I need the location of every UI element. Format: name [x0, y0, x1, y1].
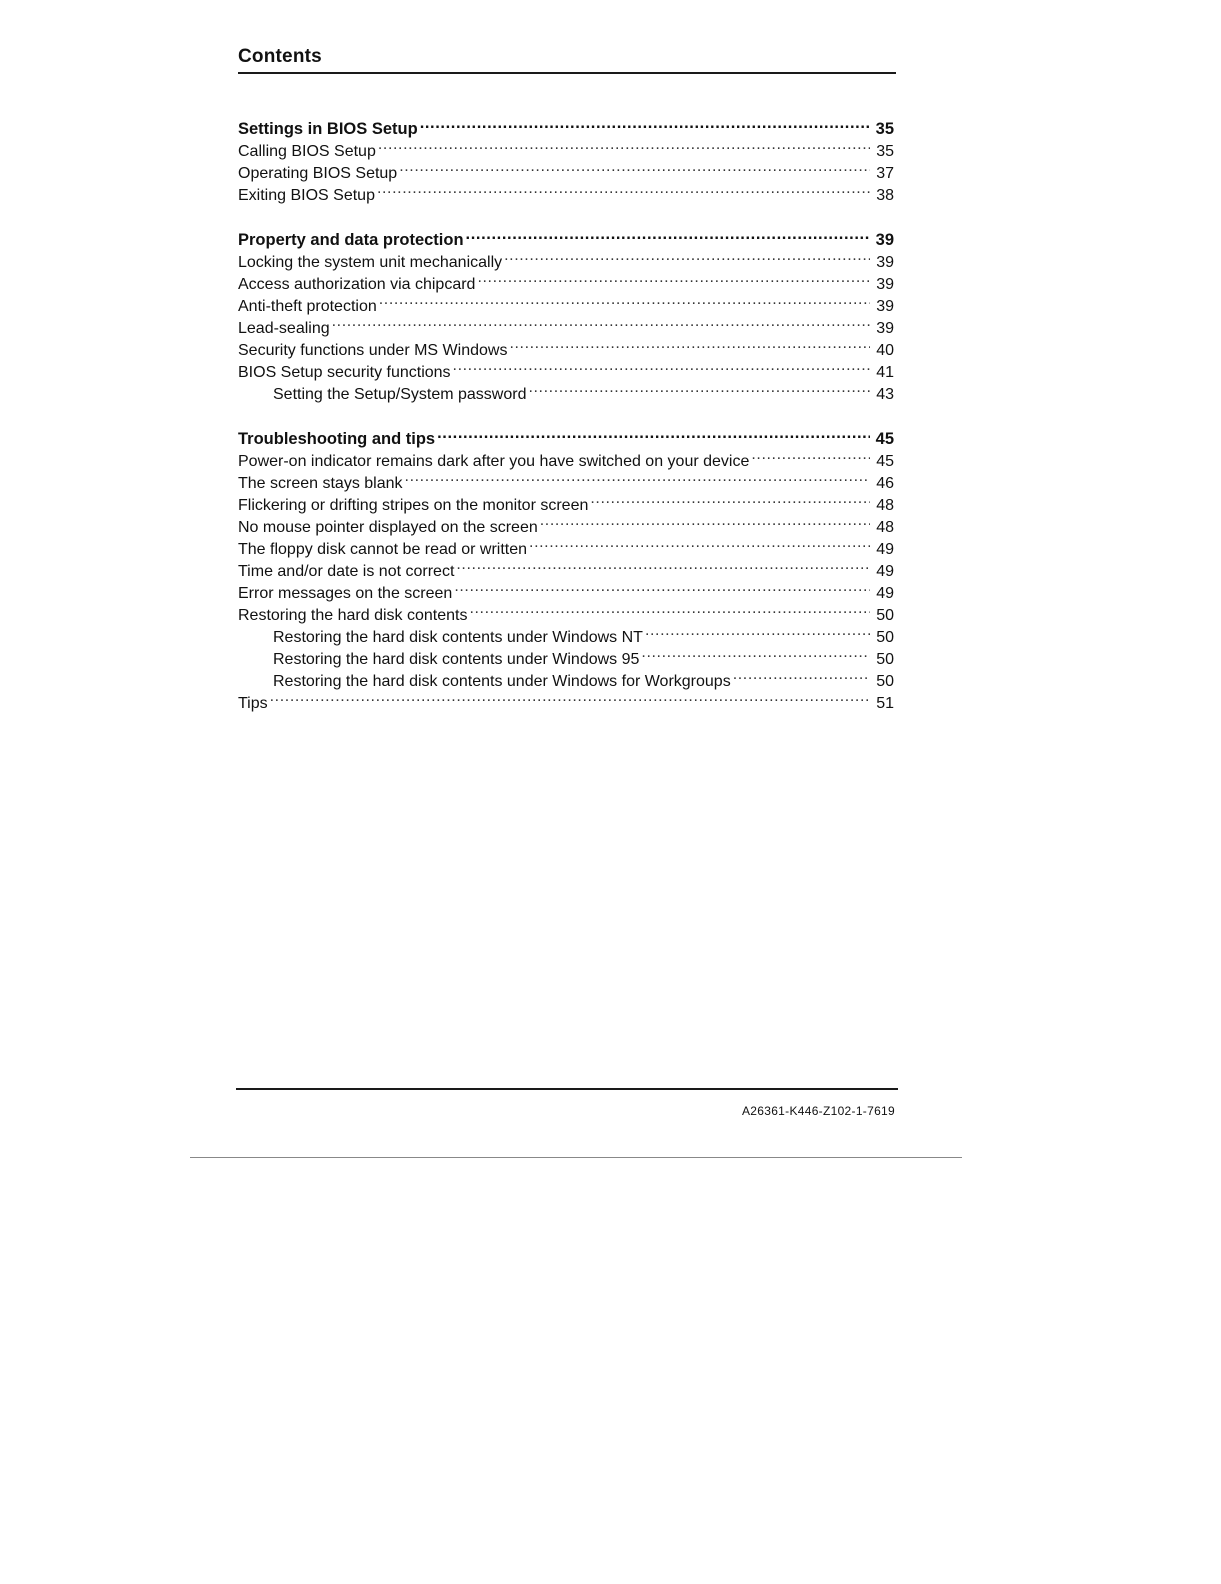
toc-dot-leader	[454, 576, 870, 598]
toc-entry-title: No mouse pointer displayed on the screen	[238, 519, 538, 536]
toc-section	[238, 422, 894, 712]
toc-dot-leader	[377, 178, 870, 200]
toc-entry-title: The floppy disk cannot be read or written	[238, 541, 528, 558]
toc-page-number: 37	[876, 165, 894, 182]
toc-page-number: 39	[875, 231, 894, 249]
toc-page-number: 45	[875, 430, 894, 448]
toc-entry[interactable]	[238, 686, 894, 712]
toc-page-number: 50	[876, 651, 894, 668]
toc-dot-leader	[405, 466, 870, 488]
toc-dot-leader	[733, 664, 870, 686]
toc-page-number: 48	[876, 519, 894, 536]
toc-page-number: 48	[876, 497, 894, 514]
toc-page-number: 46	[876, 475, 894, 492]
toc-entry-title: Troubleshooting and tips	[238, 430, 436, 448]
toc-entry-title: Settings in BIOS Setup	[238, 120, 418, 138]
toc-dot-leader	[509, 333, 870, 355]
page-footer	[236, 1088, 898, 1118]
toc-entry-title: Restoring the hard disk contents under Windows 95	[273, 651, 640, 668]
toc-page-number: 51	[876, 695, 894, 712]
toc-dot-leader	[332, 311, 870, 333]
toc-entry-title: The screen stays blank	[238, 475, 403, 492]
toc-dot-leader	[437, 422, 870, 444]
toc-entry-title: Anti-theft protection	[238, 298, 377, 315]
toc-entry-title: Restoring the hard disk contents under Windows NT	[273, 629, 643, 646]
toc-dot-leader	[399, 156, 870, 178]
toc-page-number: 49	[876, 541, 894, 558]
toc-dot-leader	[540, 510, 870, 532]
table-of-contents	[238, 112, 894, 731]
toc-entry[interactable]	[238, 333, 894, 359]
page-title: Contents	[238, 46, 322, 67]
toc-page-number: 39	[876, 320, 894, 337]
toc-page-number: 35	[875, 120, 894, 138]
toc-dot-leader	[379, 289, 870, 311]
toc-entry-title: Locking the system unit mechanically	[238, 254, 503, 271]
toc-entry-title: BIOS Setup security functions	[238, 364, 451, 381]
toc-page-number: 39	[876, 276, 894, 293]
toc-page-number: 50	[876, 629, 894, 646]
toc-entry-title: Security functions under MS Windows	[238, 342, 508, 359]
toc-dot-leader	[469, 598, 870, 620]
toc-chapter-entry[interactable]	[238, 112, 894, 138]
toc-entry-title: Operating BIOS Setup	[238, 165, 398, 182]
toc-page-number: 49	[876, 563, 894, 580]
toc-page-number: 50	[876, 673, 894, 690]
toc-entry-title: Power-on indicator remains dark after you have switched on your device	[238, 453, 750, 470]
document-number: A26361-K446-Z102-1-7619	[741, 1104, 895, 1118]
toc-page-number: 40	[876, 342, 894, 359]
page-header	[238, 44, 896, 74]
toc-dot-leader	[645, 620, 870, 642]
toc-entry-title: Property and data protection	[238, 231, 464, 249]
toc-page-number: 39	[876, 254, 894, 271]
toc-chapter-entry[interactable]	[238, 422, 894, 448]
toc-page-number: 45	[876, 453, 894, 470]
toc-dot-leader	[270, 686, 870, 708]
scan-edge-line	[190, 1157, 962, 1158]
toc-dot-leader	[477, 267, 870, 289]
toc-page-number: 41	[876, 364, 894, 381]
toc-dot-leader	[453, 355, 870, 377]
toc-entry-title: Restoring the hard disk contents under Windows for Workgroups	[273, 673, 731, 690]
toc-dot-leader	[504, 245, 870, 267]
toc-page-number: 38	[876, 187, 894, 204]
toc-dot-leader	[528, 377, 870, 399]
toc-dot-leader	[456, 554, 870, 576]
toc-entry-title: Time and/or date is not correct	[238, 563, 455, 580]
footer-rule	[236, 1088, 898, 1090]
toc-dot-leader	[378, 134, 870, 156]
toc-entry-title: Flickering or drifting stripes on the monitor screen	[238, 497, 589, 514]
toc-entry[interactable]	[238, 311, 894, 337]
toc-entry-title: Calling BIOS Setup	[238, 143, 376, 160]
toc-page-number: 49	[876, 585, 894, 602]
scan-edge-gap	[190, 1156, 300, 1157]
toc-page-number: 50	[876, 607, 894, 624]
toc-entry-title: Error messages on the screen	[238, 585, 453, 602]
header-rule	[238, 72, 896, 74]
toc-dot-leader	[529, 532, 870, 554]
toc-page-number: 39	[876, 298, 894, 315]
toc-dot-leader	[590, 488, 870, 510]
toc-section	[238, 112, 894, 204]
toc-dot-leader	[466, 223, 870, 245]
toc-page-number: 35	[876, 143, 894, 160]
toc-chapter-entry[interactable]	[238, 223, 894, 249]
toc-entry-title: Lead-sealing	[238, 320, 330, 337]
toc-entry-title: Access authorization via chipcard	[238, 276, 476, 293]
toc-entry-title: Exiting BIOS Setup	[238, 187, 375, 204]
toc-entry-title: Tips	[238, 695, 268, 712]
toc-page-number: 43	[876, 386, 894, 403]
toc-section	[238, 223, 894, 403]
toc-entry-title: Setting the Setup/System password	[273, 386, 527, 403]
toc-dot-leader	[751, 444, 870, 466]
toc-entry-title: Restoring the hard disk contents	[238, 607, 468, 624]
toc-dot-leader	[641, 642, 870, 664]
toc-dot-leader	[420, 112, 870, 134]
